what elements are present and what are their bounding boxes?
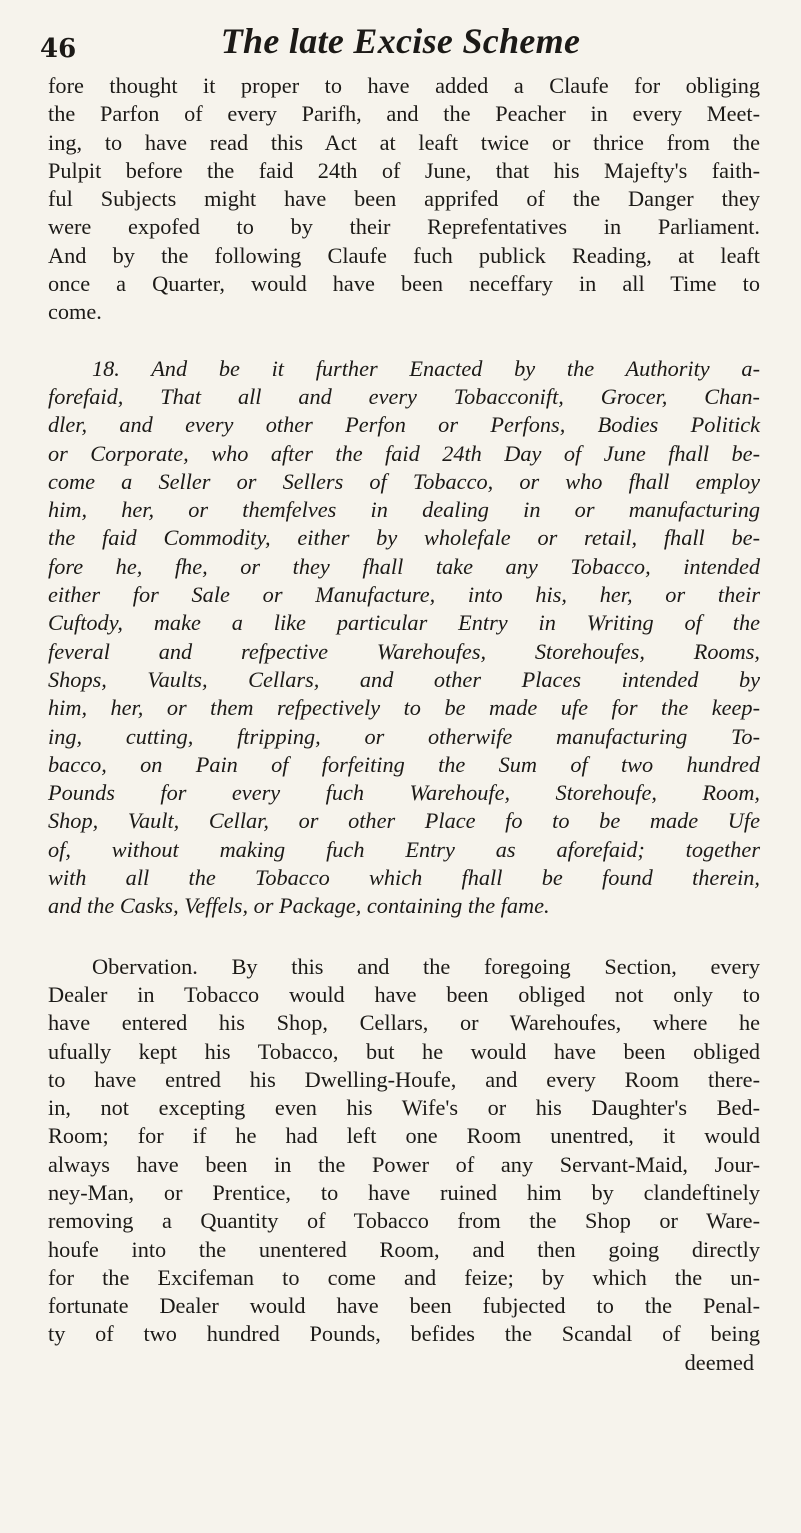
- text-line: have entered his Shop, Cellars, or Warehoufes, where he: [48, 1010, 760, 1036]
- text-line: once a Quarter, would have been neceffary in all Time to: [48, 271, 760, 297]
- text-line: with all the Tobacco which fhall be found therein,: [48, 865, 760, 891]
- text-line: ufually kept his Tobacco, but he would have been obliged: [48, 1038, 760, 1064]
- catchword: deemed: [684, 1349, 754, 1375]
- text-line: to have entred his Dwelling-Houfe, and every Room there-: [48, 1066, 760, 1092]
- text-line: fore thought it proper to have added a Claufe for obliging: [48, 73, 760, 98]
- text-line: 18. And be it further Enacted by the Authority a-: [92, 355, 760, 381]
- text-line: the faid Commodity, either by wholefale or retail, fhall be-: [48, 525, 760, 551]
- text-line: were expofed to by their Reprefentatives in Parliament.: [48, 214, 760, 240]
- text-line: dler, and every other Perfon or Perfons, Bodies Politick: [48, 412, 760, 438]
- page-header: [40, 10, 761, 70]
- text-line: Cuftody, make a like particular Entry in Writing of the: [48, 610, 760, 636]
- text-line: Pounds for every fuch Warehoufe, Storehoufe, Room,: [48, 780, 760, 806]
- paragraph-intro: [48, 72, 760, 327]
- page-number: 46: [40, 34, 77, 64]
- clause-18: [48, 355, 760, 921]
- text-line: fortunate Dealer would have been fubjected to the Penal-: [48, 1293, 760, 1319]
- text-line: either for Sale or Manufacture, into his, her, or their: [48, 582, 760, 608]
- text-line: forefaid, That all and every Tobacconift, Grocer, Chan-: [48, 383, 760, 409]
- text-line: ney-Man, or Prentice, to have ruined him by clandeftinely: [48, 1179, 760, 1205]
- text-line: Pulpit before the faid 24th of June, that his Majefty's faith-: [48, 157, 760, 183]
- text-line: Shops, Vaults, Cellars, and other Places intended by: [48, 666, 760, 692]
- text-line: removing a Quantity of Tobacco from the Shop or Ware-: [48, 1208, 760, 1234]
- text-line: ing, to have read this Act at leaft twice or thrice from the: [48, 129, 760, 155]
- text-line: and the Casks, Veffels, or Package, containing the fame.: [48, 893, 550, 919]
- text-line: ty of two hundred Pounds, befides the Scandal of being: [48, 1321, 760, 1347]
- text-line: ing, cutting, ftripping, or otherwife manufacturing To-: [48, 723, 760, 749]
- text-line: the Parfon of every Parifh, and the Peacher in every Meet-: [48, 101, 760, 127]
- text-line: houfe into the unentered Room, and then going directly: [48, 1236, 760, 1262]
- text-line: feveral and refpective Warehoufes, Storehoufes, Rooms,: [48, 638, 760, 664]
- text-line: for the Excifeman to come and feize; by which the un-: [48, 1264, 760, 1290]
- running-title: The late Excise Scheme: [220, 21, 581, 61]
- text-line: Obervation. By this and the foregoing Section, every: [92, 953, 760, 979]
- text-line: And by the following Claufe fuch publick Reading, at leaft: [48, 242, 760, 268]
- text-line: ful Subjects might have been apprifed of the Danger they: [48, 186, 760, 212]
- text-line: him, her, or themfelves in dealing in or manufacturing: [48, 497, 760, 523]
- text-line: in, not excepting even his Wife's or his Daughter's Bed-: [48, 1095, 760, 1121]
- text-line: Dealer in Tobacco would have been obliged not only to: [48, 981, 760, 1007]
- text-line: fore he, fhe, or they fhall take any Tobacco, intended: [48, 553, 760, 579]
- text-line: Shop, Vault, Cellar, or other Place fo to be made Ufe: [48, 808, 760, 834]
- text-line: come a Seller or Sellers of Tobacco, or who fhall employ: [48, 468, 760, 494]
- paragraph-gap: [48, 921, 760, 953]
- text-line: always have been in the Power of any Servant-Maid, Jour-: [48, 1151, 760, 1177]
- text-line: bacco, on Pain of forfeiting the Sum of two hundred: [48, 751, 760, 777]
- text-line: Room; for if he had left one Room unentred, it would: [48, 1123, 760, 1149]
- text-line: or Corporate, who after the faid 24th Day of June fhall be-: [48, 440, 760, 466]
- page-body: [48, 72, 760, 1377]
- text-line: of, without making fuch Entry as aforefaid; together: [48, 836, 760, 862]
- observation-paragraph: [48, 953, 760, 1377]
- text-line: come.: [48, 299, 102, 325]
- paragraph-gap: [48, 327, 760, 355]
- text-line: him, her, or them refpectively to be made ufe for the keep-: [48, 695, 760, 721]
